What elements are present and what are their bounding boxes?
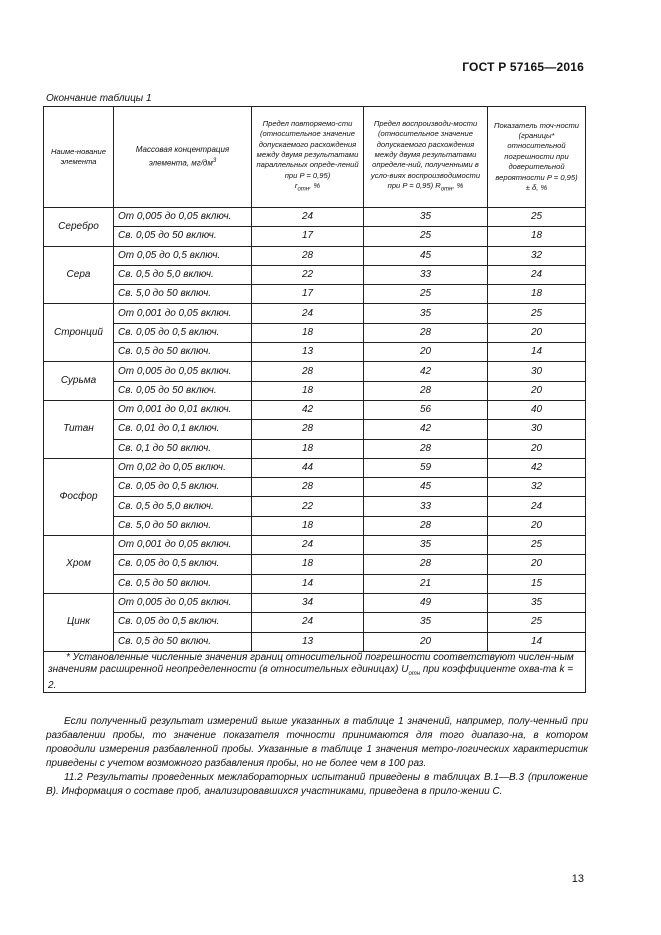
table-row <box>44 227 586 246</box>
repeatability-value: 28 <box>252 246 364 265</box>
repeatability-value: 24 <box>252 304 364 323</box>
reproducibility-value: 33 <box>364 265 488 284</box>
concentration-range: Св. 0,5 до 50 включ. <box>114 632 252 651</box>
concentration-range: Св. 0,05 до 0,5 включ. <box>114 323 252 342</box>
table-row <box>44 478 586 497</box>
concentration-range: От 0,001 до 0,05 включ. <box>114 304 252 323</box>
accuracy-value: 32 <box>488 246 586 265</box>
repeatability-value: 17 <box>252 227 364 246</box>
accuracy-value: 25 <box>488 613 586 632</box>
reproducibility-value: 42 <box>364 362 488 381</box>
repeatability-value: 17 <box>252 285 364 304</box>
header-reproducibility: Предел воспроизводи-мости (относительное значение допускаемого расхождения между двумя результатами определе-ний, полученными в усло-виях воспроизводимости при P = 0,95) $R_{отн}$, % <box>364 107 488 208</box>
concentration-range: Св. 5,0 до 50 включ. <box>114 516 252 535</box>
reproducibility-value: 35 <box>364 613 488 632</box>
repeatability-value: 42 <box>252 400 364 419</box>
concentration-range: Св. 0,05 до 0,5 включ. <box>114 613 252 632</box>
repeatability-value: 22 <box>252 265 364 284</box>
accuracy-value: 24 <box>488 497 586 516</box>
concentration-range: От 0,005 до 0,05 включ. <box>114 208 252 227</box>
header-concentration: Массовая концентрация элемента, $мг/дм^3$ <box>114 107 252 208</box>
repeatability-value: 22 <box>252 497 364 516</box>
element-name: Сера <box>44 246 114 304</box>
table-row <box>44 381 586 400</box>
concentration-range: Св. 0,1 до 50 включ. <box>114 439 252 458</box>
repeatability-value: 28 <box>252 420 364 439</box>
table-row <box>44 497 586 516</box>
reproducibility-value: 59 <box>364 458 488 477</box>
repeatability-value: 44 <box>252 458 364 477</box>
header-repeatability: Предел повторяемо-сти (относительное значение допускаемого расхождения между двумя результатами параллельных опреде-лений при P = 0,95) $r_{отн}$, % <box>252 107 364 208</box>
accuracy-value: 18 <box>488 285 586 304</box>
reproducibility-value: 35 <box>364 208 488 227</box>
element-name: Серебро <box>44 208 114 247</box>
accuracy-value: 20 <box>488 323 586 342</box>
repeatability-value: 34 <box>252 593 364 612</box>
table-row <box>44 555 586 574</box>
reproducibility-value: 20 <box>364 343 488 362</box>
standard-number: ГОСТ Р 57165—2016 <box>462 60 584 74</box>
table-row <box>44 362 586 381</box>
element-name: Фосфор <box>44 458 114 535</box>
concentration-range: От 0,001 до 0,05 включ. <box>114 536 252 555</box>
reproducibility-value: 33 <box>364 497 488 516</box>
table-row <box>44 458 586 477</box>
table-row <box>44 574 586 593</box>
accuracy-value: 25 <box>488 536 586 555</box>
table-row <box>44 246 586 265</box>
table-row <box>44 285 586 304</box>
paragraph: 11.2 Результаты проведенных межлабораторных испытаний приведены в таблицах В.1—В.3 (приложение В). Информация о составе проб, анализировавшихся участниками, приведена в прило-жении С. <box>46 772 588 797</box>
table-header-row <box>44 107 586 208</box>
concentration-range: Св. 0,05 до 50 включ. <box>114 381 252 400</box>
element-name: Титан <box>44 400 114 458</box>
accuracy-value: 20 <box>488 381 586 400</box>
accuracy-value: 32 <box>488 478 586 497</box>
table-row <box>44 516 586 535</box>
reproducibility-value: 49 <box>364 593 488 612</box>
reproducibility-value: 35 <box>364 304 488 323</box>
table-row <box>44 265 586 284</box>
reproducibility-value: 20 <box>364 632 488 651</box>
repeatability-value: 18 <box>252 381 364 400</box>
reproducibility-value: 28 <box>364 555 488 574</box>
repeatability-value: 24 <box>252 536 364 555</box>
accuracy-value: 25 <box>488 304 586 323</box>
accuracy-value: 30 <box>488 420 586 439</box>
repeatability-value: 18 <box>252 323 364 342</box>
table-row <box>44 439 586 458</box>
reproducibility-value: 28 <box>364 439 488 458</box>
repeatability-value: 24 <box>252 208 364 227</box>
metrology-table <box>43 106 586 693</box>
element-name: Сурьма <box>44 362 114 401</box>
table-row <box>44 536 586 555</box>
accuracy-value: 20 <box>488 439 586 458</box>
reproducibility-value: 28 <box>364 381 488 400</box>
reproducibility-value: 28 <box>364 323 488 342</box>
accuracy-value: 14 <box>488 343 586 362</box>
reproducibility-value: 25 <box>364 227 488 246</box>
repeatability-value: 24 <box>252 613 364 632</box>
repeatability-value: 28 <box>252 478 364 497</box>
accuracy-value: 20 <box>488 516 586 535</box>
page-number: 13 <box>571 873 584 885</box>
table-row <box>44 304 586 323</box>
repeatability-value: 28 <box>252 362 364 381</box>
reproducibility-value: 28 <box>364 516 488 535</box>
concentration-range: Св. 0,5 до 5,0 включ. <box>114 265 252 284</box>
repeatability-value: 18 <box>252 439 364 458</box>
element-name: Цинк <box>44 593 114 651</box>
footnote-row <box>44 651 586 692</box>
element-name: Хром <box>44 536 114 594</box>
repeatability-value: 18 <box>252 555 364 574</box>
reproducibility-value: 45 <box>364 478 488 497</box>
table-row <box>44 208 586 227</box>
concentration-range: От 0,05 до 0,5 включ. <box>114 246 252 265</box>
concentration-range: От 0,001 до 0,01 включ. <box>114 400 252 419</box>
accuracy-value: 18 <box>488 227 586 246</box>
table-footnote: * Установленные численные значения границ относительной погрешности соответствуют числен-ным значениям расширенной неопределенности (в относительных единицах) $U_{отн}$ при коэффициенте охва-та k = 2. <box>44 651 586 692</box>
accuracy-value: 25 <box>488 208 586 227</box>
concentration-range: Св. 0,05 до 0,5 включ. <box>114 478 252 497</box>
reproducibility-value: 25 <box>364 285 488 304</box>
concentration-range: Св. 0,5 до 50 включ. <box>114 343 252 362</box>
concentration-range: Св. 0,5 до 50 включ. <box>114 574 252 593</box>
body-text <box>46 715 588 799</box>
table-row <box>44 632 586 651</box>
table-row <box>44 593 586 612</box>
accuracy-value: 14 <box>488 632 586 651</box>
repeatability-value: 13 <box>252 632 364 651</box>
element-name: Стронций <box>44 304 114 362</box>
table-row <box>44 343 586 362</box>
header-element: Наиме-нование элемента <box>44 107 114 208</box>
paragraph: Если полученный результат измерений выше указанных в таблице 1 значений, например, полу-ченный при разбавлении пробы, то значение показателя точности принимаются для того диапазо-на, в котором проводили измерения разбавленной пробы. Указанные в таблице 1 значения метро-логических характеристик приведены с учетом возможного разбавления пробы, но не более чем в 100 раз. <box>46 716 588 769</box>
concentration-range: От 0,005 до 0,05 включ. <box>114 362 252 381</box>
reproducibility-value: 21 <box>364 574 488 593</box>
table-row <box>44 400 586 419</box>
concentration-range: Св. 5,0 до 50 включ. <box>114 285 252 304</box>
concentration-range: Св. 0,5 до 5,0 включ. <box>114 497 252 516</box>
concentration-range: От 0,02 до 0,05 включ. <box>114 458 252 477</box>
accuracy-value: 42 <box>488 458 586 477</box>
accuracy-value: 24 <box>488 265 586 284</box>
reproducibility-value: 45 <box>364 246 488 265</box>
reproducibility-value: 35 <box>364 536 488 555</box>
concentration-range: От 0,005 до 0,05 включ. <box>114 593 252 612</box>
concentration-range: Св. 0,05 до 0,5 включ. <box>114 555 252 574</box>
table-row <box>44 323 586 342</box>
repeatability-value: 14 <box>252 574 364 593</box>
accuracy-value: 30 <box>488 362 586 381</box>
accuracy-value: 20 <box>488 555 586 574</box>
table-row <box>44 420 586 439</box>
concentration-range: Св. 0,01 до 0,1 включ. <box>114 420 252 439</box>
accuracy-value: 40 <box>488 400 586 419</box>
table-caption: Окончание таблицы 1 <box>46 93 152 104</box>
accuracy-value: 15 <box>488 574 586 593</box>
reproducibility-value: 56 <box>364 400 488 419</box>
header-accuracy: Показатель точ-ности (границы* относительной погрешности при доверительной вероятности P = 0,95) ± δ, % <box>488 107 586 208</box>
accuracy-value: 35 <box>488 593 586 612</box>
repeatability-value: 13 <box>252 343 364 362</box>
reproducibility-value: 42 <box>364 420 488 439</box>
concentration-range: Св. 0,05 до 50 включ. <box>114 227 252 246</box>
repeatability-value: 18 <box>252 516 364 535</box>
table-row <box>44 613 586 632</box>
